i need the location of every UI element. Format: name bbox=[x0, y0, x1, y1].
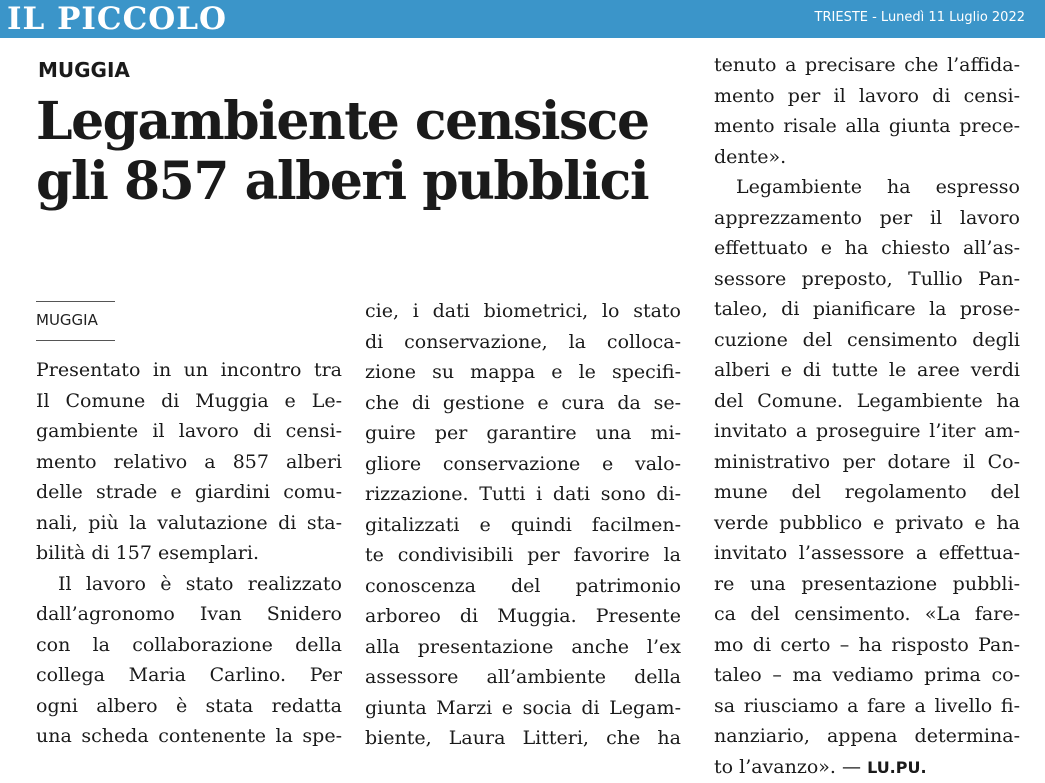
article-column-2 bbox=[365, 296, 681, 754]
text-line: nali, più la valutazione di sta- bbox=[36, 511, 342, 534]
section-kicker: MUGGIA bbox=[38, 58, 130, 82]
text-line: dente». bbox=[714, 145, 787, 168]
text-line: verde pubblico e privato e ha bbox=[714, 511, 1020, 534]
text-line: che di gestione e cura da se- bbox=[365, 391, 681, 414]
text-line: nanziario, appena determina- bbox=[714, 725, 1020, 747]
text-line: ca del censimento. «La fare- bbox=[714, 603, 1020, 625]
headline bbox=[36, 92, 686, 212]
text-line: conoscenza del patrimonio bbox=[365, 574, 681, 597]
text-line: mo di certo – ha risposto Pan- bbox=[714, 633, 1020, 656]
headline-line: gli 857 alberi pubblici bbox=[36, 151, 649, 212]
text-line: re una presentazione pubbli- bbox=[714, 572, 1020, 595]
text-line: gliore conservazione e valo- bbox=[365, 452, 681, 475]
text-line: assessore all’ambiente della bbox=[365, 666, 681, 688]
text-line: arboreo di Muggia. Presente bbox=[365, 605, 681, 627]
article-column-1 bbox=[36, 355, 342, 752]
headline-line: Legambiente censisce bbox=[36, 91, 649, 152]
text-line: con la collaborazione della bbox=[36, 633, 342, 656]
article-column-3 bbox=[714, 50, 1020, 782]
newspaper-name: IL PICCOLO bbox=[7, 1, 228, 37]
text-line: Legambiente ha espresso bbox=[736, 176, 1020, 198]
text-line: bilità di 157 esemplari. bbox=[36, 542, 259, 564]
text-line: to l’avanzo». — bbox=[714, 755, 862, 778]
text-line: guire per garantire una mi- bbox=[365, 422, 681, 444]
text-line: gitalizzati e quindi facilmen- bbox=[365, 513, 681, 536]
masthead-bar bbox=[0, 0, 1045, 38]
text-line: Il lavoro è stato realizzato bbox=[58, 572, 342, 595]
text-line: cie, i dati biometrici, lo stato bbox=[365, 300, 681, 322]
text-line: invitato l’assessore a effettua- bbox=[714, 542, 1020, 564]
text-line: biente, Laura Litteri, che ha bbox=[365, 727, 681, 749]
text-line: alberi e di tutte le aree verdi bbox=[714, 359, 1020, 381]
text-line: Presentato in un incontro tra bbox=[36, 359, 342, 381]
text-line: gambiente il lavoro di censi- bbox=[36, 420, 342, 442]
text-line: sa riusciamo a fare a livello fi- bbox=[714, 694, 1020, 717]
text-line: te condivisibili per favorire la bbox=[365, 544, 681, 566]
text-line: effettuato e ha chiesto all’as- bbox=[714, 237, 1020, 259]
divider bbox=[36, 301, 115, 302]
text-line: alla presentazione anche l’ex bbox=[365, 635, 681, 658]
text-line: ogni albero è stata redatta bbox=[36, 694, 342, 717]
byline: LU.PU. bbox=[867, 757, 927, 777]
text-line: tenuto a precisare che l’affida- bbox=[714, 54, 1020, 76]
text-line: ministrativo per dotare il Co- bbox=[714, 450, 1020, 473]
text-line: collega Maria Carlino. Per bbox=[36, 664, 342, 686]
dateline: TRIESTE - Lunedì 11 Luglio 2022 bbox=[814, 10, 1025, 25]
text-line: mento relativo a 857 alberi bbox=[36, 450, 342, 473]
text-line: sessore preposto, Tullio Pan- bbox=[714, 267, 1020, 290]
text-line: mento per il lavoro di censi- bbox=[714, 84, 1020, 107]
text-line: mento risale alla giunta prece- bbox=[714, 115, 1020, 137]
text-line: cuzione del censimento degli bbox=[714, 328, 1020, 351]
text-line: una scheda contenente la spe- bbox=[36, 725, 342, 747]
text-line: apprezzamento per il lavoro bbox=[714, 206, 1020, 229]
text-line: zione su mappa e le specifi- bbox=[365, 361, 681, 383]
text-line: di conservazione, la colloca- bbox=[365, 330, 681, 353]
text-line: rizzazione. Tutti i dati sono di- bbox=[365, 483, 681, 505]
text-line: Il Comune di Muggia e Le- bbox=[36, 389, 342, 412]
closing-line bbox=[714, 752, 1020, 783]
text-line: taleo, di pianificare la prose- bbox=[714, 298, 1020, 320]
text-line: mune del regolamento del bbox=[714, 481, 1020, 503]
text-line: taleo – ma vediamo prima co- bbox=[714, 664, 1020, 686]
dateline-place: MUGGIA bbox=[36, 311, 98, 329]
text-line: delle strade e giardini comu- bbox=[36, 481, 342, 503]
text-line: giunta Marzi e socia di Legam- bbox=[365, 696, 681, 719]
text-line: invitato a proseguire l’iter am- bbox=[714, 420, 1020, 442]
divider bbox=[36, 340, 115, 341]
text-line: del Comune. Legambiente ha bbox=[714, 389, 1020, 412]
text-line: dall’agronomo Ivan Snidero bbox=[36, 603, 342, 625]
